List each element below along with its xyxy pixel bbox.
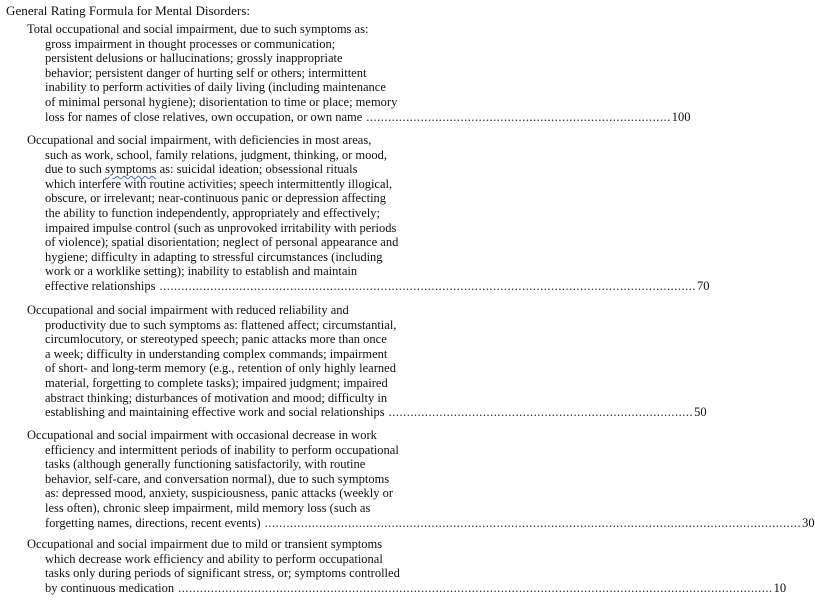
entry-line: material, forgetting to complete tasks); impaired judgment; impaired [45, 375, 388, 390]
entry-text-segment: due to such [45, 162, 106, 177]
entry-line: of minimal personal hygiene); disorientation to time or place; memory [45, 94, 398, 109]
entry-last-line [27, 109, 691, 125]
rating-value: 50 [694, 405, 707, 420]
entry-line: efficiency and intermittent periods of inability to perform occupational [45, 442, 399, 457]
entry-line: behavior, self-care, and conversation normal), due to such symptoms [45, 471, 390, 486]
dot-leader: .................................................................................... [388, 405, 694, 420]
entry-line: abstract thinking; disturbances of motivation and mood; difficulty in [45, 390, 388, 405]
spellcheck-flagged-word[interactable]: symptoms [105, 162, 157, 177]
entry-line: establishing and maintaining effective work and social relationships [45, 405, 385, 420]
rating-entry-100 [27, 22, 691, 124]
entry-last-line [27, 278, 710, 294]
entry-text-segment: as: suicidal ideation; obsessional rituals [156, 162, 358, 177]
entry-line: obscure, or irrelevant; near-continuous panic or depression affecting [45, 191, 387, 206]
entry-line: of violence); spatial disorientation; neglect of personal appearance and [45, 235, 399, 250]
rating-value: 10 [773, 580, 787, 595]
entry-line: tasks only during periods of significant stress, or; symptoms controlled [45, 566, 400, 581]
entry-line: of short- and long-term memory (e.g., retention of only highly learned [45, 361, 396, 376]
entry-line: Total occupational and social impairment, due to such symptoms as: [27, 22, 369, 36]
entry-line: which decrease work efficiency and ability to perform occupational [45, 551, 383, 566]
rating-entry-50 [27, 303, 707, 420]
entry-line: circumlocutory, or stereotyped speech; panic attacks more than once [45, 332, 387, 347]
entry-line: inability to perform activities of daily living (including maintenance [45, 80, 386, 95]
entry-line: such as work, school, family relations, judgment, thinking, or mood, [45, 147, 387, 162]
entry-last-line [27, 580, 787, 596]
dot-leader: .................................................................................... [366, 109, 671, 124]
entry-line: the ability to function independently, appropriately and effectively; [45, 205, 380, 220]
entry-line: work or a worklike setting); inability to establish and maintain [45, 264, 358, 279]
entry-line: which interfere with routine activities; speech intermittently illogical, [45, 176, 393, 191]
entry-last-line [27, 405, 707, 420]
entry-line: as: depressed mood, anxiety, suspiciousness, panic attacks (weekly or [45, 486, 394, 501]
document-heading: General Rating Formula for Mental Disorders: [6, 3, 250, 18]
dot-leader: .................................................................................................................................................... [159, 278, 696, 293]
entry-line: less often), chronic sleep impairment, mild memory loss (such as [45, 500, 371, 515]
dot-leader: .................................................................................................................................................... [264, 515, 802, 530]
entry-last-line [27, 515, 815, 531]
entry-line: Occupational and social impairment, with deficiencies in most areas, [27, 133, 372, 147]
entry-line: by continuous medication [45, 580, 175, 595]
entry-line: effective relationships [45, 278, 156, 293]
entry-line: impaired impulse control (such as unprovoked irritability with periods [45, 220, 397, 235]
entry-line: hygiene; difficulty in adapting to stressful circumstances (including [45, 249, 383, 264]
rating-entry-10 [27, 537, 787, 595]
entry-line: a week; difficulty in understanding complex commands; impairment [45, 346, 388, 361]
entry-line-with-spellcheck [27, 162, 461, 177]
entry-line: productivity due to such symptoms as: flattened affect; circumstantial, [45, 317, 397, 332]
entry-line: Occupational and social impairment due to mild or transient symptoms [27, 537, 383, 551]
dot-leader: .................................................................................................................................................................... [178, 580, 773, 595]
entry-line: persistent delusions or hallucinations; grossly inappropriate [45, 51, 343, 66]
entry-line: gross impairment in thought processes or communication; [45, 36, 336, 51]
rating-value: 70 [697, 278, 710, 293]
rating-value: 30 [802, 515, 815, 530]
entry-line: Occupational and social impairment with reduced reliability and [27, 303, 349, 317]
rating-value: 100 [671, 109, 691, 124]
entry-line: loss for names of close relatives, own occupation, or own name [45, 109, 363, 124]
rating-entry-30 [27, 428, 815, 530]
entry-line: tasks (although generally functioning satisfactorily, with routine [45, 457, 366, 472]
entry-line: behavior; persistent danger of hurting self or others; intermittent [45, 65, 367, 80]
rating-entry-70 [27, 133, 710, 294]
entry-line: Occupational and social impairment with occasional decrease in work [27, 428, 377, 442]
entry-line: forgetting names, directions, recent events) [45, 515, 261, 530]
